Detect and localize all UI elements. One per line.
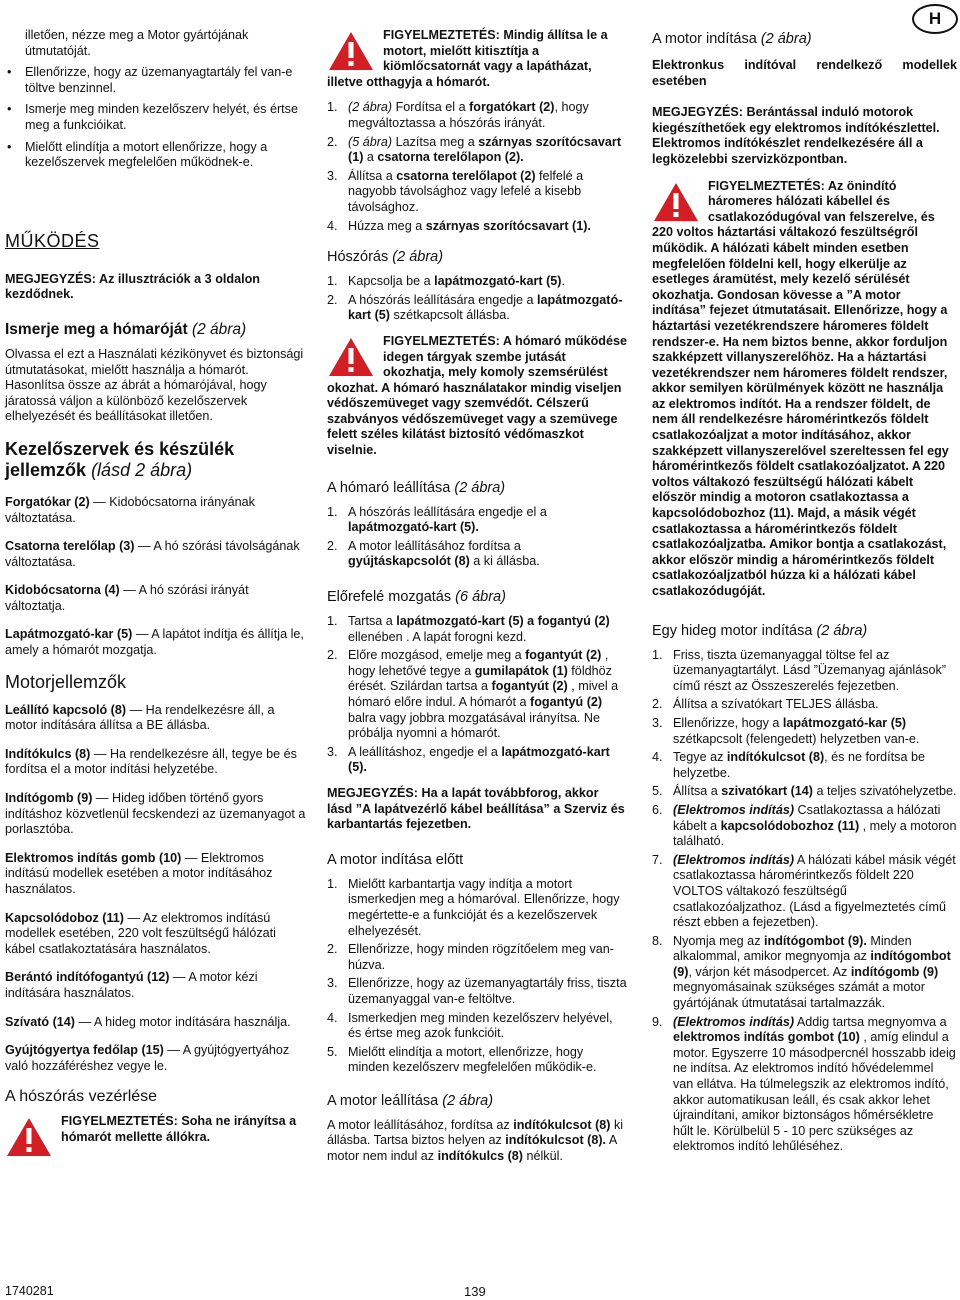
heading-discharge-control: A hószórás vezérlése (5, 1088, 158, 1106)
steps-cold-start (652, 648, 957, 1155)
heading-start-engine: A motor indítása (2 ábra) (652, 31, 812, 47)
warning-bystanders: FIGYELMEZTETÉS: Soha ne irányítsa a hómarót mellette állókra. (5, 1114, 307, 1145)
heading-cold-start: Egy hideg motor indítása (2 ábra) (652, 622, 868, 639)
engine-features-list (5, 703, 307, 1075)
step-item: 1. Mielőtt karbantartja vagy indítja a motort ismerkedjen meg a hómaróval. Ellenőrizze, hogy megértette-e a funkcióját és a kezelőszervek elhelyezését. (327, 876, 620, 938)
definition-item: Lapátmozgató-kar (5) — A lapátot indítja és állítja le, amely a hómarót mozgatja. (5, 627, 304, 658)
stop-engine-paragraph: A motor leállításához, fordítsa az indítókulcsot (8) ki állásba. Tartsa biztos helyen az indítókulcsot (8). A motor nem indul az indítókulcs (8) nélkül. (327, 1117, 624, 1164)
step-item: 3. Állítsa a csatorna terelőlapot (2) felfelé a nagyobb távolsághoz vagy lefelé a kisebb távolsághoz. (327, 168, 584, 214)
definition-item: Forgatókar (2) — Kidobócsatorna irányának változtatása. (5, 494, 255, 525)
steps-discharge (327, 100, 627, 234)
steps-stop (327, 505, 627, 570)
electric-start-models: Elektronkus indítóval rendelkező modellek esetében (652, 58, 957, 88)
definition-item: Csatorna terelőlap (3) — A hó szórási távolságának változtatása. (5, 539, 300, 569)
step-item: 4. Húzza meg a szárnyas szorítócsavart (1). (327, 218, 591, 233)
step-item: 4. Tegye az indítókulcsot (8), és ne fordítsa be helyzetbe. (652, 750, 925, 780)
heading-controls: Kezelőszervek és készülék jellemzők (lásd 2 ábra) (5, 438, 235, 480)
steps-before-start (327, 877, 627, 1076)
steps-forward (327, 614, 627, 776)
heading-stop-snowthrower: A hómaró leállítása (2 ábra) (327, 479, 506, 496)
page-number: 139 (464, 1284, 486, 1299)
heading-before-start: A motor indítása előtt (327, 851, 464, 868)
column-3 (652, 28, 957, 1165)
step-item: 1. A hószórás leállítására engedje el a lapátmozgató-kart (5). (327, 504, 547, 535)
step-item: 7. (Elektromos indítás) A hálózati kábel másik végét csatlakoztassa háromérintkezős földelt 220 VOLTOS váltakozó feszültségű csatlakozóaljzathoz. (Lásd a figyelmeztetés című részt ebben a fejezetben). (652, 852, 956, 930)
bullet-item: • Mielőtt elindítja a motort ellenőrizze, hogy a kezelőszervek megfelelően működnek-e. (5, 140, 307, 171)
warning-grounding: FIGYELMEZTETÉS: Az önindító háromeres hálózati kábellel és csatlakozódugóval van felszerelve, és 220 voltos háztartási váltakozó feszültségről működik. A hálózati kábelt minden esetben megfelelően földelni kell, hogy elkerülje az esetleges áramütést, mely kezelő sérülését okozhatja. Gondosan kövesse a ”A motor indítása” fejezet útmutatásait. Ellenőrizze, hogy a háztartási vezetékrendszere háromeres földelt rendszer-e. Ha nem biztos benne, akkor forduljon szakképzett villanyszerelőhöz. Ha a háztartási vezetékrendszer nem háromeres földelt rendszer, akkor semilyen körülmények között ne használja az elektromos indítót. Ha a rendszer földelt, de nem áll rendelkezésre háromérintkezős földelt csatlakozóaljzat a motor indításához, akkor szakképzett villanyszerelővel szereltessen fel egy háromérintkezős földelt csatlakozóaljzatot. A 220 voltos váltakozó feszültségű hálózati kábelt először mindig a motoron csatlakoztassa a kapcsolódobozhoz (11). Majd, a másik végét csatlakoztassa a háromérintkezős földelt csatlakozóaljzatba. Amikor bontja a csatlakozást, akkor először mindig a háromérintkezős földelt csatlakozóaljzatból húzza ki a hálózati kábel csatlakozódugóját. (652, 178, 949, 598)
step-item: 6. (Elektromos indítás) Csatlakoztassa a hálózati kábelt a kapcsolódobozhoz (11) , mely a motoron található. (652, 802, 957, 849)
note-illustrations: MEGJEGYZÉS: Az illusztrációk a 3 oldalon kezdődnek. (5, 271, 260, 302)
intro-continuation: illetően, nézze meg a Motor gyártójának útmutatóját. (25, 28, 249, 58)
definition-item: Kidobócsatorna (4) — A hó szórási irányát változtatja. (5, 583, 249, 613)
definition-item: Indítógomb (9) — Hideg időben történő gyors indításhoz közvetlenül fecskendezi az üzemanyagot a porlasztóba. (5, 791, 306, 837)
bullet-item: • Ismerje meg minden kezelőszerv helyét, és értse meg a funkcióikat. (5, 102, 307, 133)
warning-icon (327, 336, 375, 378)
language-badge: H (912, 4, 958, 34)
warning-stop-engine: FIGYELMEZTETÉS: Mindig állítsa le a motort, mielőtt kitisztítja a kiömlőcsatornát vagy a lapátházat, illetve otthagyja a hómarót. (327, 28, 608, 89)
column-2 (327, 28, 627, 1176)
step-item: 3. Ellenőrizze, hogy a lapátmozgató-kar (5) szétkapcsolt (felengedett) helyzetben van-e. (652, 715, 920, 746)
step-item: 8. Nyomja meg az indítógombot (9). Minden alkalommal, amikor megnyomja az indítógombot (9), várjon két másodpercet. Az indítógomb (9) megnyomásainak szükséges számát a motor gyártójának útmutatásai tartalmazzák. (652, 933, 951, 1011)
step-item: 5. Állítsa a szivatókart (14) a teljes szivatóhelyzetbe. (652, 784, 957, 799)
step-item: 3. A leállításhoz, engedje el a lapátmozgató-kart (5). (327, 744, 610, 775)
definition-item: Kapcsolódoboz (11) — Az elektromos indítású modellek esetében, 220 volt feszültségű hálózati kábel csatlakoztatására használatos. (5, 910, 276, 956)
step-item: 2. Ellenőrizze, hogy minden rögzítőelem meg van- húzva. (327, 942, 614, 972)
step-item: 2. A motor leállításához fordítsa a gyújtáskapcsolót (8) a ki állásba. (327, 538, 540, 569)
definition-item: Berántó indítófogantyú (12) — A motor kézi indítására használatos. (5, 970, 258, 1000)
heading-forward-motion: Előrefelé mozgatás (6 ábra) (327, 589, 506, 606)
step-item: 2. Állítsa a szívatókart TELJES állásba. (652, 697, 879, 712)
preparation-bullets (5, 65, 307, 171)
step-item: 1. Friss, tiszta üzemanyaggal töltse fel az üzemanyagtartályt. Lásd ”Üzemanyag ajánlások” című részt az Összeszerelés fejezetben. (652, 647, 947, 693)
heading-engine-features: Motorjellemzők (5, 671, 127, 692)
definition-item: Leállító kapcsoló (8) — Ha rendelkezésre áll, a motor indítására állítsa a BE állásba. (5, 702, 275, 733)
step-item: 9. (Elektromos indítás) Addig tartsa megnyomva a elektromos indítás gombot (10) , amíg elindul a motor. Egyszerre 10 másodpercnél hosszabb ideig ne indítsa. Az elektromos indító hővédelemmel van ellátva. Ha túlmelegszik az elektromos indító, akkor automatikusan leáll, és csak akkor lehet újraindítani, amikor biztonságos hőmérsékletre hűlt le. Körülbelül 5 - 10 perc szükséges az elektromos indító lehűléséhez. (652, 1014, 956, 1154)
warning-icon (652, 181, 700, 223)
step-item: 4. Ismerkedjen meg minden kezelőszerv helyével, és értse meg azok funkcióit. (327, 1010, 613, 1041)
column-1 (5, 28, 307, 1160)
step-item: 2. Előre mozgásod, emelje meg a fogantyút (2) , hogy lehetővé tegye a gumilapátok (1) földhöz érését. Szilárdan tartsa a fogantyút (2) , mivel a hómaró előre indul. A hómarót a fogantyú (2) balra vagy jobbra mozgatásával irányítsa. Ne próbálja nyomni a hómarót. (327, 648, 619, 741)
steps-snow-throwing (327, 274, 627, 324)
controls-list (5, 495, 307, 659)
heading-snow-throwing: Hószórás (2 ábra) (327, 249, 444, 266)
step-item: 1. (2 ábra) Fordítsa el a forgatókart (2), hogy megváltoztassa a hószórás irányát. (327, 100, 589, 130)
step-item: 2. (5 ábra) Lazítsa meg a szárnyas szorítócsavart (1) a csatorna terelőlapon (2). (327, 134, 622, 165)
definition-item: Szívató (14) — A hideg motor indítására használja. (5, 1014, 291, 1029)
step-item: 3. Ellenőrizze, hogy az üzemanyagtartály friss, tiszta üzemanyaggal van-e feltöltve. (327, 976, 627, 1006)
definition-item: Gyújtógyertya fedőlap (15) — A gyújtógyertyához való hozzáféréshez vegye le. (5, 1043, 290, 1073)
warning-icon (5, 1116, 53, 1158)
warning-icon (327, 30, 375, 72)
section-mukodes: MŰKÖDÉS (5, 230, 100, 251)
heading-stop-engine: A motor leállítása (2 ábra) (327, 1092, 494, 1109)
step-item: 2. A hószórás leállítására engedje a lapátmozgató-kart (5) szétkapcsolt állásba. (327, 292, 623, 323)
note-electric-kit: MEGJEGYZÉS: Berántással induló motorok kiegészíthetőek egy elektromos indítókészlettel. Elektromos indítókészlet rendelkezésére áll a legközelebbi szervizközpontban. (652, 105, 940, 166)
step-item: 1. Tartsa a lapátmozgató-kart (5) a fogantyú (2) ellenében . A lapát forogni kezd. (327, 614, 610, 644)
definition-item: Elektromos indítás gomb (10) — Elektromos indítású modellek esetében a motor indításához használatos. (5, 850, 273, 896)
step-item: 1. Kapcsolja be a lapátmozgató-kart (5). (327, 274, 565, 289)
know-paragraph: Olvassa el ezt a Használati kézikönyvet és biztonsági útmutatásokat, mielőtt használja a hómarót. Hasonlítsa össze az ábrát a hómarójával, hogy járatossá váljon a különböző kezelőszervek elhelyezését és beállításokat illetően. (5, 346, 304, 424)
note-auger: MEGJEGYZÉS: Ha a lapát továbbforog, akkor lásd ”A lapátvezérlő kábel beállítása” a Szerviz és karbantartás fejezetben. (327, 785, 625, 832)
step-item: 5. Mielőtt elindítja a motort, ellenőrizze, hogy minden kezelőszerv megfelelően működik-e. (327, 1044, 597, 1075)
definition-item: Indítókulcs (8) — Ha rendelkezésre áll, tegye be és fordítsa el a motor indítási helyzetébe. (5, 746, 297, 777)
bullet-item: • Ellenőrizze, hogy az üzemanyagtartály fel van-e töltve benzinnel. (5, 65, 307, 96)
heading-know-snowthrower: Ismerje meg a hómaróját (2 ábra) (5, 320, 247, 338)
document-number: 1740281 (5, 1284, 54, 1298)
warning-eye-protection: FIGYELMEZTETÉS: A hómaró működése idegen tárgyak szembe jutását okozhatja, mely komoly szemsérülést okozhat. A hómaró használatakor mindig viseljen védőszemüveget vagy szemvédőt. Célszerű szabványos védőszemüveget vagy a szemüvege felett széles kilátást biztosító védőmaszkot viselnie. (327, 333, 627, 458)
